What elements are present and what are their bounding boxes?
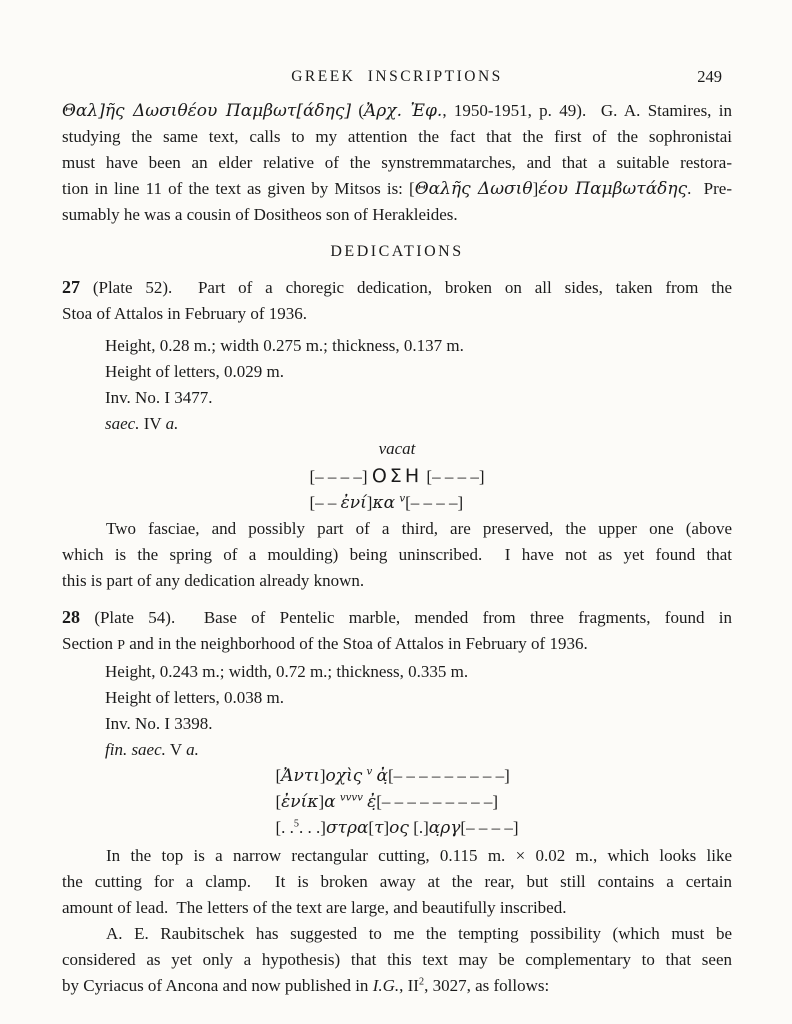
text-line — [62, 973, 732, 999]
text-segment: ἐνί — [340, 493, 367, 513]
text-segment: considered as yet only a hypothesis) that this text may be complementary to that seen — [62, 950, 732, 969]
section-heading: DEDICATIONS — [330, 243, 464, 260]
text-segment: Ἀντι — [281, 766, 320, 786]
text-segment: , 3027, as follows: — [424, 976, 550, 995]
inscription-line — [310, 490, 485, 516]
text-segment: tion in line 11 of the text as given by Mitsos is: [ — [62, 179, 415, 198]
text-segment: v — [366, 766, 373, 778]
text-segment: [– – – – – – – – –] — [388, 766, 510, 785]
text-line — [105, 411, 732, 437]
text-segment: and in the neighborhood of the Stoa of Attalos in February of 1936. — [125, 634, 588, 653]
text-segment: V — [165, 740, 187, 759]
text-segment: ] — [318, 792, 325, 811]
text-segment: Section — [62, 634, 118, 653]
text-segment: P — [117, 638, 126, 653]
text-segment: [– – – – – – – – –] — [376, 792, 499, 811]
text-segment: [ — [275, 766, 282, 785]
text-segment: saec. — [105, 414, 140, 433]
text-segment: vvvv — [339, 792, 363, 804]
text-line — [62, 947, 732, 973]
inscription-line — [276, 815, 519, 841]
text-segment: (Plate 54). Base of Pentelic marble, mended from three fragments, found in — [80, 608, 732, 627]
vacat-caption — [310, 437, 485, 463]
paragraph-intro — [62, 98, 732, 228]
text-segment: [. . — [275, 818, 294, 837]
text-segment: vacat — [378, 439, 416, 458]
text-segment: α̣ργ — [428, 818, 461, 838]
entry-28-inscription — [276, 763, 519, 841]
text-line — [62, 568, 732, 594]
text-segment: ἀ̣ — [376, 766, 389, 786]
text-segment: ΟΣΗ — [371, 465, 423, 487]
text-segment: οχὶς — [325, 766, 363, 786]
text-segment: κα — [372, 493, 396, 513]
text-line — [62, 542, 732, 568]
text-segment: ] — [319, 766, 326, 785]
text-segment: IV — [139, 414, 166, 433]
text-segment: ἐ̣ — [367, 792, 377, 812]
text-segment: which is the spring of a moulding) being uninscribed. I have not as yet found that — [62, 545, 732, 564]
text-segment: by Cyriacus of Ancona and now published in — [62, 976, 373, 995]
running-title: GREEK INSCRIPTIONS — [291, 68, 503, 85]
text-line — [62, 202, 732, 228]
text-segment: ος — [389, 818, 409, 838]
text-segment: ] — [532, 179, 539, 198]
text-segment: στρα — [325, 818, 369, 838]
text-segment: (Plate 52). Part of a choregic dedication, broken on all sides, taken from the — [80, 278, 732, 297]
text-line — [62, 921, 732, 947]
text-line — [62, 301, 732, 327]
text-segment: Stoa of Attalos in February of 1936. — [62, 304, 308, 323]
text-segment: [ — [368, 818, 375, 837]
text-segment: Θαλ]ῆς Δωσιθέου Παμβωτ[άδης] — [62, 101, 352, 121]
text-segment: τ — [374, 818, 384, 838]
text-segment: . . .] — [299, 818, 326, 837]
text-line — [62, 176, 732, 202]
entry-27-dimensions: Height, 0.28 m.; width 0.275 m.; thickness, 0.137 m. — [105, 336, 464, 355]
entry-28-date — [105, 737, 732, 763]
page-header — [62, 64, 732, 86]
text-segment: [– – – –] — [422, 467, 485, 486]
text-segment: [– – — [309, 493, 341, 512]
text-segment: α — [324, 792, 336, 812]
text-segment: , II — [399, 976, 419, 995]
text-line — [62, 150, 732, 176]
text-segment: a. — [165, 414, 179, 433]
text-segment: [ — [275, 792, 282, 811]
text-segment: studying the same text, calls to my attention the fact that the first of the sophronistai — [62, 127, 732, 146]
entry-28-measurements — [105, 659, 732, 737]
text-segment: I.G. — [372, 976, 400, 995]
inscription-line — [310, 463, 485, 490]
text-segment: the cutting for a clamp. It is broken away at the rear, but still contains a certain — [62, 872, 732, 891]
text-line — [62, 869, 732, 895]
text-line — [62, 274, 732, 301]
entry-28-inventory: Inv. No. I 3398. — [105, 714, 213, 733]
inscription-line — [276, 763, 519, 789]
text-segment: must have been an elder relative of the synstremmatarches, and that a suitable restora- — [62, 153, 732, 172]
text-segment: a. — [186, 740, 199, 759]
text-segment: sumably he was a cousin of Dositheos son of Herakleides. — [62, 205, 458, 224]
page-number: 249 — [697, 67, 722, 86]
text-line — [62, 124, 732, 150]
inscription-line — [276, 789, 519, 815]
entry-28-paragraph — [62, 604, 732, 659]
entry-27-measurements — [105, 333, 732, 411]
text-segment: In the top is a narrow rectangular cutting, 0.115 m. × 0.02 m., which looks like — [106, 846, 732, 865]
text-line — [62, 98, 732, 124]
text-segment: 5 — [293, 818, 300, 830]
text-segment: amount of lead. The letters of the text are large, and beautifully inscribed. — [62, 898, 567, 917]
text-segment: Θαλῆς Δωσιθ — [414, 179, 533, 199]
text-segment: ( — [351, 101, 365, 120]
paragraph-raubitschek — [62, 921, 732, 999]
paragraph-fasciae — [62, 516, 732, 594]
entry-27-inventory: Inv. No. I 3477. — [105, 388, 213, 407]
text-segment: [– – – –] — [405, 493, 464, 512]
entry-27-letter-height: Height of letters, 0.029 m. — [105, 362, 284, 381]
text-segment: ] — [383, 818, 390, 837]
text-segment: Two fasciae, and possibly part of a third, are preserved, the upper one (above — [106, 519, 732, 538]
entry-28-letter-height: Height of letters, 0.038 m. — [105, 688, 284, 707]
text-line — [105, 737, 732, 763]
entry-27-paragraph — [62, 274, 732, 327]
text-segment: Ἀρχ. Ἐφ. — [364, 101, 443, 121]
paragraph-cutting — [62, 843, 732, 921]
text-segment: έου Παμβωτάδης — [538, 179, 688, 199]
text-segment: 27 — [62, 277, 80, 297]
text-segment: [.] — [408, 818, 429, 837]
text-line — [62, 631, 732, 659]
text-line — [62, 895, 732, 921]
text-line — [62, 843, 732, 869]
text-segment: [– – – –] — [309, 467, 372, 486]
text-segment: 2 — [418, 976, 425, 988]
text-line — [62, 604, 732, 631]
text-segment: . Pre- — [687, 179, 732, 198]
entry-28-dimensions: Height, 0.243 m.; width, 0.72 m.; thickness, 0.335 m. — [105, 662, 469, 681]
entry-27-date — [105, 411, 732, 437]
entry-27-inscription — [310, 437, 485, 516]
text-segment: , 1950-1951, p. 49). G. A. Stamires, in — [442, 101, 733, 120]
text-segment: fin. saec. — [105, 740, 166, 759]
text-segment: this is part of any dedication already known. — [62, 571, 365, 590]
text-segment: 28 — [62, 607, 80, 627]
text-segment: A. E. Raubitschek has suggested to me the tempting possibility (which must be — [106, 924, 732, 943]
text-segment: ἐνίκ — [281, 792, 319, 812]
text-segment: [– – – –] — [460, 818, 519, 837]
text-segment: v — [399, 493, 406, 505]
text-line — [62, 516, 732, 542]
text-segment: ] — [366, 493, 373, 512]
